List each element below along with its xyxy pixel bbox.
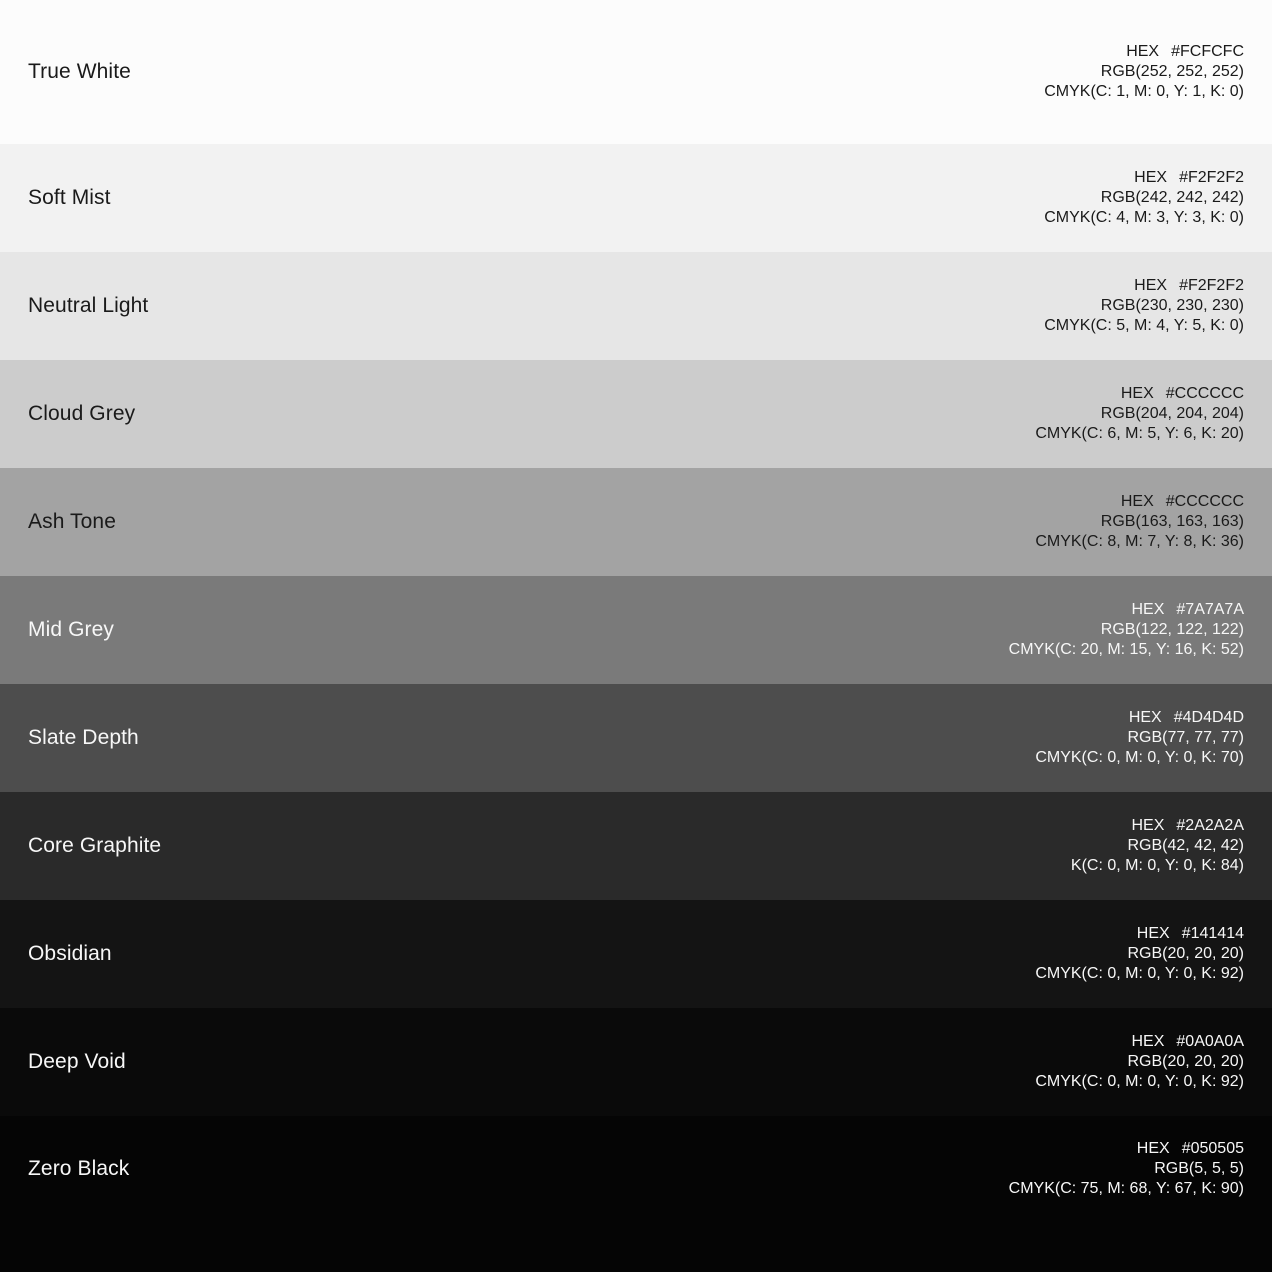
swatch-true-white <box>0 0 1272 144</box>
hex-label: HEX <box>1120 385 1154 402</box>
rgb-value: RGB(122, 122, 122) <box>1100 621 1244 638</box>
swatch-soft-mist <box>0 144 1272 252</box>
swatch-name: Neutral Light <box>28 294 149 317</box>
swatch-name: Slate Depth <box>28 726 139 749</box>
swatch-mid-grey <box>0 576 1272 684</box>
rgb-value: RGB(42, 42, 42) <box>1127 837 1244 854</box>
swatch-obsidian <box>0 900 1272 1008</box>
hex-label: HEX <box>1134 169 1168 186</box>
hex-line <box>1044 42 1244 62</box>
rgb-value: RGB(252, 252, 252) <box>1100 63 1244 80</box>
swatch-cloud-grey <box>0 360 1272 468</box>
swatch-name: Soft Mist <box>28 186 111 209</box>
cmyk-value: CMYK(C: 4, M: 3, Y: 3, K: 0) <box>1044 209 1244 226</box>
hex-line <box>1035 384 1244 404</box>
swatch-name: Deep Void <box>28 1050 126 1073</box>
hex-value: #141414 <box>1181 925 1244 942</box>
cmyk-value: CMYK(C: 6, M: 5, Y: 6, K: 20) <box>1035 425 1244 442</box>
swatch-slate-depth <box>0 684 1272 792</box>
rgb-value: RGB(204, 204, 204) <box>1100 405 1244 422</box>
cmyk-value: CMYK(C: 1, M: 0, Y: 1, K: 0) <box>1044 83 1244 100</box>
hex-label: HEX <box>1136 925 1170 942</box>
rgb-value: RGB(230, 230, 230) <box>1100 297 1244 314</box>
swatch-name: Zero Black <box>28 1157 130 1180</box>
hex-line <box>1009 1139 1244 1159</box>
swatch-ash-tone <box>0 468 1272 576</box>
hex-value: #7A7A7A <box>1176 601 1244 618</box>
hex-value: #2A2A2A <box>1176 817 1244 834</box>
swatch-name: Ash Tone <box>28 510 116 533</box>
hex-value: #050505 <box>1181 1140 1244 1157</box>
swatch-codes <box>1044 42 1244 102</box>
hex-value: #4D4D4D <box>1173 709 1244 726</box>
swatch-zero-black <box>0 1116 1272 1272</box>
rgb-value: RGB(20, 20, 20) <box>1127 1053 1244 1070</box>
rgb-value: RGB(242, 242, 242) <box>1100 189 1244 206</box>
hex-label: HEX <box>1131 817 1165 834</box>
hex-label: HEX <box>1120 493 1154 510</box>
hex-label: HEX <box>1126 43 1160 60</box>
swatch-codes <box>1035 708 1244 768</box>
swatch-name: Obsidian <box>28 942 112 965</box>
hex-label: HEX <box>1131 601 1165 618</box>
swatch-name: True White <box>28 60 131 83</box>
cmyk-value: CMYK(C: 0, M: 0, Y: 0, K: 92) <box>1035 1073 1244 1090</box>
swatch-name: Mid Grey <box>28 618 114 641</box>
hex-value: #F2F2F2 <box>1179 169 1244 186</box>
swatch-codes <box>1035 384 1244 444</box>
hex-label: HEX <box>1134 277 1168 294</box>
cmyk-value: CMYK(C: 0, M: 0, Y: 0, K: 70) <box>1035 749 1244 766</box>
hex-line <box>1044 276 1244 296</box>
hex-line <box>1035 708 1244 728</box>
cmyk-value: K(C: 0, M: 0, Y: 0, K: 84) <box>1070 857 1244 874</box>
hex-label: HEX <box>1131 1033 1165 1050</box>
hex-value: #0A0A0A <box>1176 1033 1244 1050</box>
swatch-neutral-light <box>0 252 1272 360</box>
cmyk-value: CMYK(C: 75, M: 68, Y: 67, K: 90) <box>1008 1180 1244 1197</box>
cmyk-value: CMYK(C: 8, M: 7, Y: 8, K: 36) <box>1035 533 1244 550</box>
hex-line <box>1035 924 1244 944</box>
swatch-codes <box>1044 168 1244 228</box>
hex-label: HEX <box>1136 1140 1170 1157</box>
rgb-value: RGB(5, 5, 5) <box>1154 1160 1244 1177</box>
hex-line <box>1035 1032 1244 1052</box>
swatch-deep-void <box>0 1008 1272 1116</box>
swatch-core-graphite <box>0 792 1272 900</box>
swatch-codes <box>1035 1032 1244 1092</box>
swatch-codes <box>1044 276 1244 336</box>
hex-line <box>1009 600 1244 620</box>
swatch-codes <box>1071 816 1244 876</box>
swatch-codes <box>1035 924 1244 984</box>
hex-value: #CCCCCC <box>1165 493 1244 510</box>
rgb-value: RGB(163, 163, 163) <box>1100 513 1244 530</box>
hex-label: HEX <box>1128 709 1162 726</box>
cmyk-value: CMYK(C: 5, M: 4, Y: 5, K: 0) <box>1044 317 1244 334</box>
hex-line <box>1071 816 1244 836</box>
rgb-value: RGB(20, 20, 20) <box>1127 945 1244 962</box>
swatch-codes <box>1035 492 1244 552</box>
hex-value: #FCFCFC <box>1171 43 1244 60</box>
swatch-codes <box>1009 1139 1244 1199</box>
hex-value: #CCCCCC <box>1165 385 1244 402</box>
swatch-name: Cloud Grey <box>28 402 136 425</box>
cmyk-value: CMYK(C: 0, M: 0, Y: 0, K: 92) <box>1035 965 1244 982</box>
swatch-name: Core Graphite <box>28 834 162 857</box>
hex-value: #F2F2F2 <box>1179 277 1244 294</box>
hex-line <box>1044 168 1244 188</box>
swatch-codes <box>1009 600 1244 660</box>
hex-line <box>1035 492 1244 512</box>
rgb-value: RGB(77, 77, 77) <box>1127 729 1244 746</box>
cmyk-value: CMYK(C: 20, M: 15, Y: 16, K: 52) <box>1008 641 1244 658</box>
